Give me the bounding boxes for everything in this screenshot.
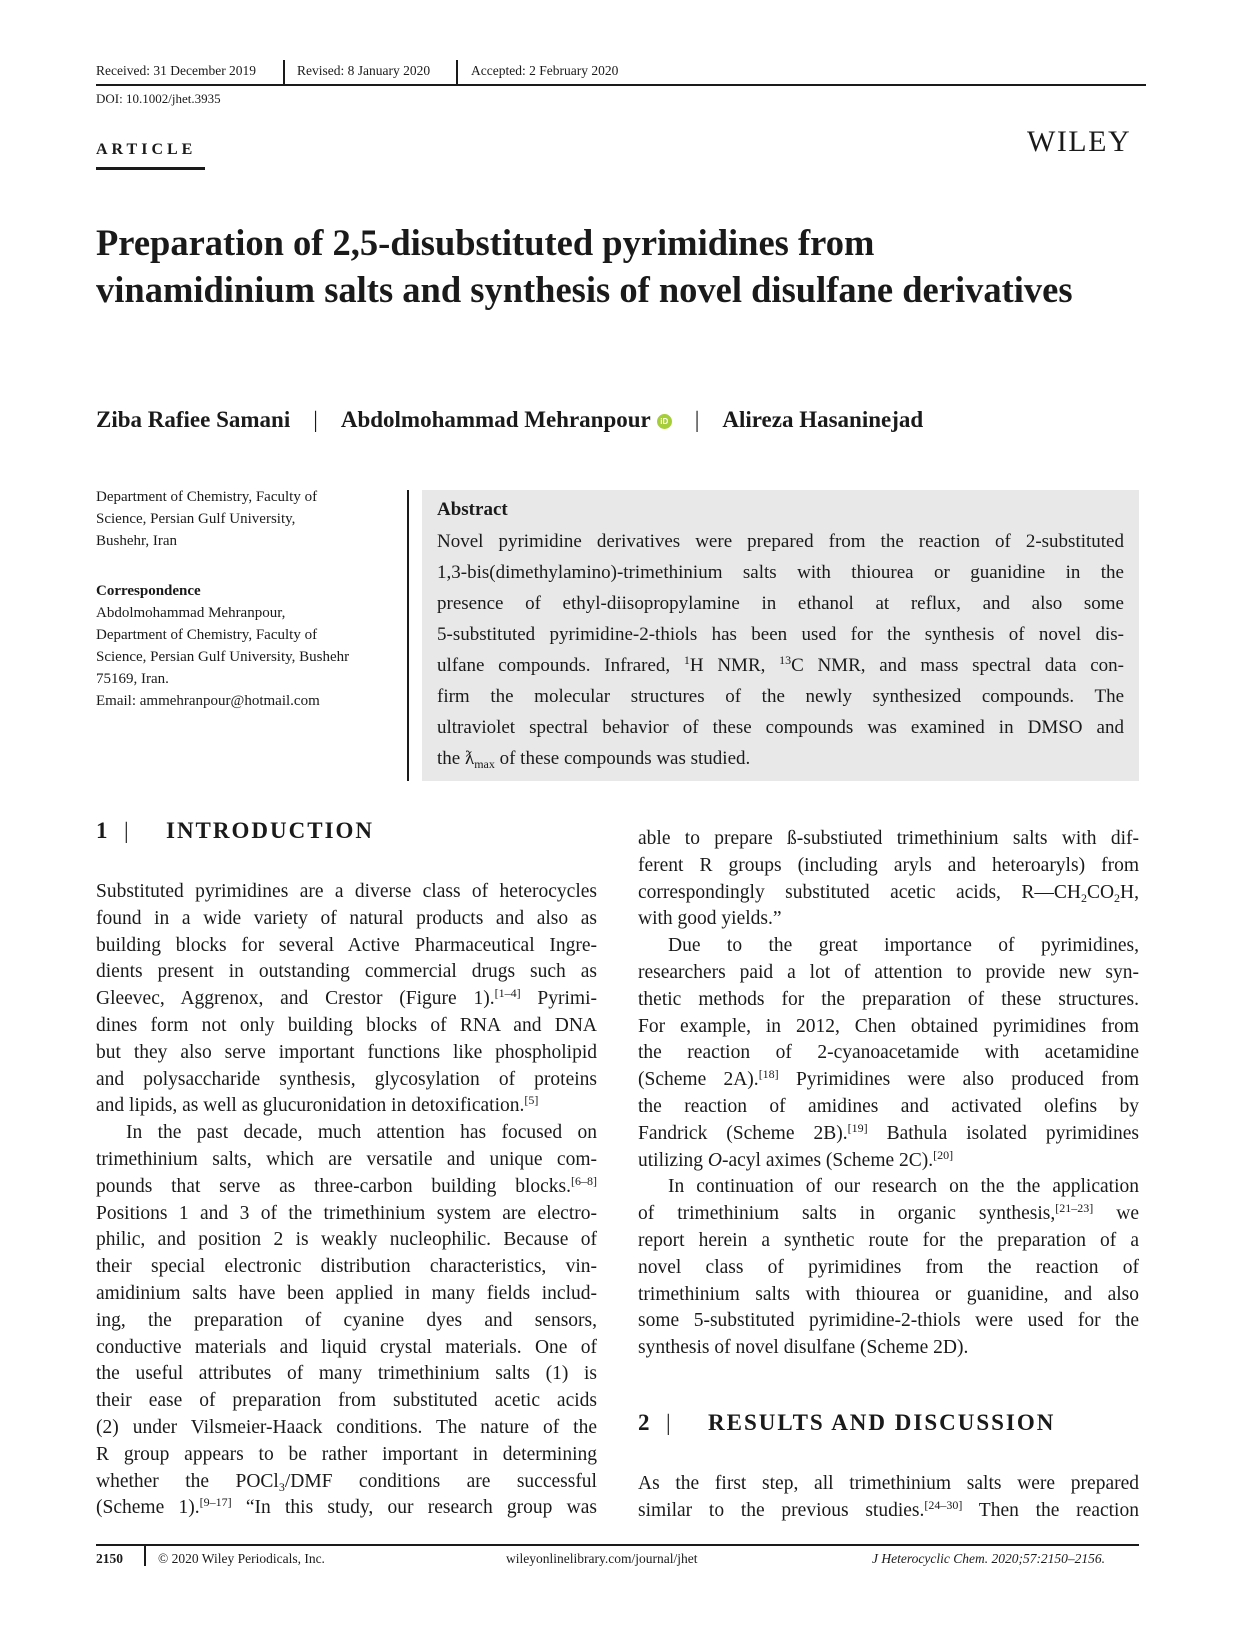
correspondence-line: Abdolmohammad Mehranpour, — [96, 605, 286, 621]
revised-date: Revised: 8 January 2020 — [297, 63, 431, 78]
orcid-icon[interactable]: iD — [657, 414, 672, 429]
body-line: amidinium salts have been applied in many fields includ- — [96, 1282, 597, 1304]
article-label-underline — [96, 167, 205, 170]
abstract-line: firm the molecular structures of the newly synthesized compounds. The — [437, 686, 1124, 707]
accepted-date: Accepted: 2 February 2020 — [471, 63, 619, 78]
body-line: trimethinium salts with thiourea or guanidine, and also — [638, 1283, 1139, 1305]
section-number: 1 — [96, 818, 110, 843]
abstract-line: ultraviolet spectral behavior of these compounds was examined in DMSO and — [437, 717, 1124, 738]
body-line: and polysaccharide synthesis, glycosylation of proteins — [96, 1068, 597, 1090]
abstract-line: 1,3-bis(dimethylamino)-trimethinium salts with thiourea or guanidine in the — [437, 562, 1124, 583]
received-date: Received: 31 December 2019 — [96, 63, 257, 78]
abstract-line: ulfane compounds. Infrared, $^1$H NMR, $^{13}$C NMR, and mass spectral data con- — [437, 653, 1124, 676]
body-line: the reaction of amidines and activated olefins by — [638, 1095, 1139, 1117]
section-title: INTRODUCTION — [166, 818, 375, 843]
doi[interactable]: DOI: 10.1002/jhet.3935 — [96, 91, 221, 106]
body-line: their special electronic distribution characteristics, vin- — [96, 1256, 597, 1278]
body-line: In the past decade, much attention has focused on — [126, 1122, 597, 1144]
body-line: some 5-substituted pyrimidine-2-thiols were used for the — [638, 1310, 1139, 1332]
body-line: R group appears to be rather important in determining — [96, 1443, 597, 1465]
journal-citation-text: J Heterocyclic Chem. 2020;57:2150–2156. — [872, 1551, 1106, 1566]
intro-left-column — [96, 879, 597, 1522]
body-line: Due to the great importance of pyrimidines, — [668, 935, 1139, 957]
paper-title: Preparation of 2,5-disubstituted pyrimidines from vinamidinium salts and synthesis of novel disulfane derivatives — [96, 222, 1073, 310]
results-text — [638, 1471, 1139, 1525]
body-line: the useful attributes of many trimethinium salts (1) is — [96, 1363, 597, 1385]
footer-rule — [96, 1544, 1139, 1546]
body-line: As the first step, all trimethinium salts were prepared — [638, 1473, 1139, 1494]
correspondence-line: 75169, Iran. — [96, 671, 169, 687]
journal-citation — [872, 1551, 1105, 1567]
header-rule — [96, 84, 1146, 86]
affiliation-line: Bushehr, Iran — [96, 533, 178, 549]
body-line: philic, and position 2 is weakly nucleophilic. Because of — [96, 1229, 597, 1251]
abstract-line: the $ƛ_{max}$ of these compounds was studied. — [437, 748, 751, 771]
body-line: dines form not only building blocks of RNA and DNA — [96, 1014, 597, 1036]
section-title: RESULTS AND DISCUSSION — [708, 1410, 1056, 1435]
affiliation-line: Science, Persian Gulf University, — [96, 511, 296, 527]
abstract-line: presence of ethyl-diisopropylamine in ethanol at reflux, and also some — [437, 593, 1124, 614]
body-line: Gleevec, Aggrenox, and Crestor (Figure 1).[1–4] Pyrimi- — [96, 986, 597, 1010]
affiliation — [96, 486, 396, 552]
body-line: with good yields.” — [638, 908, 782, 930]
body-line: their ease of preparation from substituted acetic acids — [96, 1390, 597, 1412]
body-line: dients present in outstanding commercial drugs such as — [96, 961, 597, 983]
body-line: (Scheme 1).[9–17] “In this study, our research group was — [96, 1495, 597, 1519]
body-line: thetic methods for the preparation of these structures. — [638, 988, 1139, 1010]
abstract-heading: Abstract — [437, 499, 508, 520]
section-separator: | — [124, 818, 129, 843]
author-name[interactable]: Ziba Rafiee Samani — [96, 407, 291, 432]
history-divider — [456, 60, 458, 84]
body-line: ing, the preparation of cyanine dyes and sensors, — [96, 1309, 597, 1331]
body-line: report herein a synthetic route for the preparation of a — [638, 1229, 1139, 1251]
body-line: novel class of pyrimidines from the reaction of — [638, 1256, 1139, 1278]
history-bar — [96, 60, 1146, 84]
body-line: but they also serve important functions like phospholipid — [96, 1041, 597, 1063]
correspondence-heading: Correspondence — [96, 583, 201, 599]
article-type-label: ARTICLE — [96, 141, 197, 158]
body-line: Substituted pyrimidines are a diverse class of heterocycles — [96, 881, 597, 902]
body-line: trimethinium salts, which are versatile and unique com- — [96, 1148, 597, 1170]
journal-url[interactable]: wileyonlinelibrary.com/journal/jhet — [506, 1551, 698, 1566]
body-line: synthesis of novel disulfane (Scheme 2D). — [638, 1337, 969, 1359]
body-line: able to prepare ß-substiuted trimethinium salts with dif- — [638, 828, 1139, 849]
body-line: (2) under Vilsmeier-Haack conditions. The nature of the — [96, 1416, 597, 1438]
history-divider — [283, 60, 285, 84]
section-separator: | — [666, 1410, 671, 1435]
abstract-line: Novel pyrimidine derivatives were prepared from the reaction of 2-substituted — [437, 531, 1124, 552]
correspondence-line: Department of Chemistry, Faculty of — [96, 627, 318, 643]
body-line: In continuation of our research on the the application — [668, 1176, 1139, 1198]
body-line: whether the POCl$_3$/DMF conditions are successful — [96, 1470, 597, 1494]
body-line: and lipids, as well as glucuronidation in detoxification.[5] — [96, 1093, 539, 1117]
abstract-line: 5-substituted pyrimidine-2-thiols has been used for the synthesis of novel dis- — [437, 624, 1124, 645]
correspondence — [96, 580, 396, 712]
body-line: conductive materials and liquid crystal materials. One of — [96, 1336, 597, 1358]
body-line: building blocks for several Active Pharmaceutical Ingre- — [96, 934, 597, 956]
author-name[interactable]: Abdolmohammad Mehranpour — [340, 407, 651, 432]
copyright: © 2020 Wiley Periodicals, Inc. — [158, 1551, 325, 1566]
author-list: Ziba Rafiee Samani | Abdolmohammad Mehranpour iD | Alireza Hasaninejad — [96, 407, 924, 432]
body-line: the reaction of 2-cyanoacetamide with acetamidine — [638, 1042, 1139, 1064]
affiliation-line: Department of Chemistry, Faculty of — [96, 489, 318, 505]
body-line: correspondingly substituted acetic acids, $R—CH_2CO_2H$, — [638, 881, 1139, 905]
publisher-logo: WILEY — [1027, 125, 1132, 158]
body-line: Positions 1 and 3 of the trimethinium system are electro- — [96, 1202, 597, 1224]
intro-right-column — [638, 826, 1139, 1362]
page-number: 2150 — [96, 1551, 123, 1566]
author-name[interactable]: Alireza Hasaninejad — [722, 407, 924, 432]
body-line: similar to the previous studies.[24–30] Then the reaction — [638, 1497, 1139, 1521]
body-line: of trimethinium salts in organic synthesis,[21–23] we — [638, 1201, 1139, 1225]
abstract-text — [437, 526, 1124, 774]
section-heading-results — [638, 1410, 1055, 1436]
correspondence-email[interactable]: Email: ammehranpour@hotmail.com — [96, 693, 320, 709]
body-line: pounds that serve as three-carbon building blocks.[6–8] — [96, 1173, 597, 1197]
body-line: utilizing O-acyl aximes (Scheme 2C).[20] — [638, 1147, 954, 1171]
footer-divider — [144, 1546, 146, 1566]
section-heading-introduction — [96, 818, 374, 844]
body-line: found in a wide variety of natural products and also as — [96, 907, 597, 929]
body-line: (Scheme 2A).[18] Pyrimidines were also produced from — [638, 1067, 1139, 1091]
body-line: For example, in 2012, Chen obtained pyrimidines from — [638, 1015, 1139, 1037]
section-number: 2 — [638, 1410, 652, 1435]
body-line: ferent R groups (including aryls and heteroaryls) from — [638, 854, 1139, 876]
correspondence-line: Science, Persian Gulf University, Bushehr — [96, 649, 350, 665]
abstract-rule — [407, 490, 409, 781]
body-line: Fandrick (Scheme 2B).[19] Bathula isolated pyrimidines — [638, 1120, 1139, 1144]
body-line: researchers paid a lot of attention to provide new syn- — [638, 961, 1139, 983]
